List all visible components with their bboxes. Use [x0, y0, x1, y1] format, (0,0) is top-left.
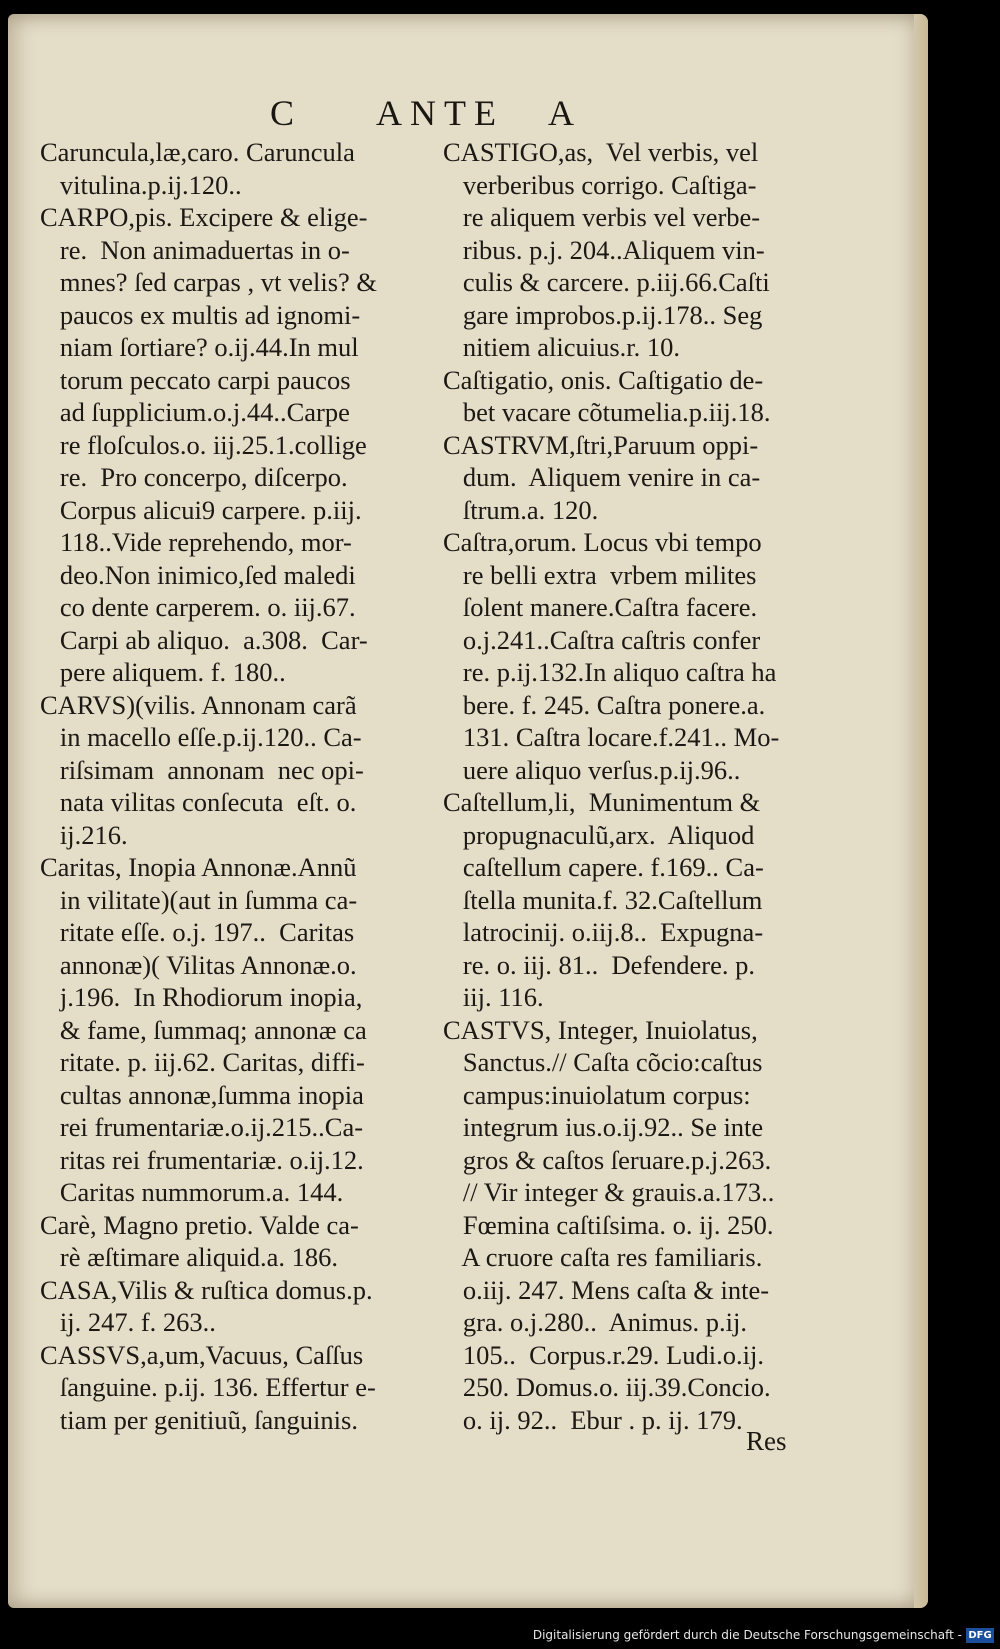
text-line: 105.. Corpus.r.29. Ludi.o.ij.: [443, 1339, 764, 1370]
text-line: cultas annonæ,ſumma inopia: [40, 1079, 364, 1110]
text-line: caſtellum capere. f.169.. Ca-: [443, 852, 764, 882]
text-line: Sanctus.// Caſta cõcio:caſtus: [443, 1047, 763, 1077]
text-line: integrum ius.o.ij.92.. Se inte: [443, 1112, 764, 1142]
text-line: vitulina.p.ij.120..: [40, 169, 242, 200]
text-line: torum peccato carpi paucos: [40, 364, 351, 395]
text-line: o. ij. 92.. Ebur . p. ij. 179.: [443, 1404, 743, 1435]
text-line: re. Pro concerpo, diſcerpo.: [40, 462, 348, 492]
text-line: re belli extra vrbem milites: [443, 559, 757, 590]
text-line: annonæ)( Vilitas Annonæ.o.: [40, 949, 357, 980]
text-line: CASTIGO,as, Vel verbis, vel: [443, 137, 759, 167]
text-line: ij.216.: [40, 819, 128, 850]
text-line: re. Non animaduertas in o-: [40, 234, 350, 265]
header-left-letter: C: [270, 93, 296, 133]
text-line: ritas rei frumentariæ. o.ij.12.: [40, 1144, 364, 1175]
text-line: paucos ex multis ad ignomi-: [40, 299, 361, 330]
text-line: CARPO,pis. Excipere & elige-: [40, 202, 368, 232]
text-line: tiam per genitiuũ, ſanguinis.: [40, 1404, 358, 1435]
text-line: CASTVS, Integer, Inuiolatus,: [443, 1014, 758, 1045]
text-line: re aliquem verbis vel verbe-: [443, 202, 761, 232]
header-right-letter: A: [548, 93, 575, 133]
text-line: nitiem alicuius.r. 10.: [443, 332, 680, 362]
text-line: 118..Vide reprehendo, mor-: [40, 527, 352, 557]
footer-credit: Digitalisierung gefördert durch die Deutsche Forschungsgemeinschaft -: [532, 1628, 962, 1642]
text-line: verberibus corrigo. Caſtiga-: [443, 169, 757, 200]
text-line: ſtella munita.f. 32.Caſtellum: [443, 884, 763, 915]
text-line: ſolent manere.Caſtra facere.: [443, 592, 758, 622]
dfg-logo: DFG: [966, 1628, 994, 1643]
text-line: 131. Caſtra locare.f.241.. Mo-: [443, 722, 780, 752]
text-line: rei frumentariæ.o.ij.215..Ca-: [40, 1112, 364, 1142]
text-line: uere aliquo verſus.p.ij.96..: [443, 754, 741, 785]
text-line: A cruore caſta res familiaris.: [443, 1242, 763, 1272]
text-line: nata vilitas conſecuta eſt. o.: [40, 787, 357, 817]
text-line: Carè, Magno pretio. Valde ca-: [40, 1209, 359, 1240]
text-line: gare improbos.p.ij.178.. Seg: [443, 299, 763, 330]
text-line: Fœmina caſtiſsima. o. ij. 250.: [443, 1209, 774, 1240]
text-line: ad ſupplicium.o.j.44..Carpe: [40, 397, 350, 427]
page-edge: [914, 14, 928, 1608]
text-line: ritate. p. iij.62. Caritas, diffi-: [40, 1047, 365, 1077]
text-line: culis & carcere. p.iij.66.Caſti: [443, 267, 770, 297]
text-line: propugnaculũ,arx. Aliquod: [443, 819, 755, 850]
running-header: [8, 92, 928, 136]
text-line: Caruncula,læ,caro. Caruncula: [40, 137, 355, 167]
text-line: co dente carperem. o. iij.67.: [40, 592, 356, 622]
text-line: iij. 116.: [443, 982, 544, 1012]
text-line: 250. Domus.o. iij.39.Concio.: [443, 1372, 771, 1402]
text-line: dum. Aliquem venire in ca-: [443, 462, 761, 492]
text-line: niam ſortiare? o.ij.44.In mul: [40, 332, 359, 362]
text-line: Caſtigatio, onis. Caſtigatio de-: [443, 364, 764, 395]
text-line: o.iij. 247. Mens caſta & inte-: [443, 1274, 770, 1305]
text-line: bere. f. 245. Caſtra ponere.a.: [443, 689, 766, 720]
text-line: CARVS)(vilis. Annonam carã: [40, 689, 357, 720]
footer-bar: [0, 1625, 1000, 1649]
text-line: ſtrum.a. 120.: [443, 494, 599, 525]
text-line: gros & caſtos ſeruare.p.j.263.: [443, 1144, 772, 1175]
text-line: rè æſtimare aliquid.a. 186.: [40, 1242, 339, 1272]
text-line: mnes? ſed carpas , vt velis? &: [40, 267, 378, 297]
text-line: in macello eſſe.p.ij.120.. Ca-: [40, 722, 362, 752]
text-line: in vilitate)(aut in ſumma ca-: [40, 884, 358, 915]
text-line: re. o. iij. 81.. Defendere. p.: [443, 949, 756, 980]
text-line: o.j.241..Caſtra caſtris confer: [443, 624, 761, 655]
text-line: Corpus alicui9 carpere. p.iij.: [40, 494, 362, 525]
left-text-column: [40, 136, 430, 1436]
right-text-column: [443, 136, 843, 1436]
catchword: Res: [746, 1426, 787, 1456]
text-line: CASA,Vilis & ruſtica domus.p.: [40, 1274, 373, 1305]
text-line: Caſtra,orum. Locus vbi tempo: [443, 527, 762, 557]
text-line: CASTRVM,ſtri,Paruum oppi-: [443, 429, 759, 460]
text-line: Caſtellum,li, Munimentum &: [443, 787, 761, 817]
header-center-word: ANTE: [376, 93, 504, 133]
text-line: pere aliquem. f. 180..: [40, 657, 286, 687]
text-line: Caritas nummorum.a. 144.: [40, 1177, 344, 1207]
book-page: [8, 14, 928, 1608]
text-line: ribus. p.j. 204..Aliquem vin-: [443, 234, 765, 265]
text-line: ſanguine. p.ij. 136. Effertur e-: [40, 1372, 376, 1402]
text-line: deo.Non inimico,ſed maledi: [40, 559, 356, 590]
text-line: bet vacare cõtumelia.p.iij.18.: [443, 397, 771, 427]
text-line: Carpi ab aliquo. a.308. Car-: [40, 624, 368, 655]
text-line: latrocinij. o.iij.8.. Expugna-: [443, 917, 764, 947]
text-line: j.196. In Rhodiorum inopia,: [40, 982, 363, 1012]
text-line: riſsimam annonam nec opi-: [40, 754, 364, 785]
text-line: Caritas, Inopia Annonæ.Annũ: [40, 852, 357, 882]
text-line: CASSVS,a,um,Vacuus, Caſſus: [40, 1339, 364, 1370]
text-line: re. p.ij.132.In aliquo caſtra ha: [443, 657, 777, 687]
text-line: & fame, ſummaq; annonæ ca: [40, 1014, 367, 1045]
text-line: ij. 247. f. 263..: [40, 1307, 216, 1337]
text-line: re floſculos.o. iij.25.1.collige: [40, 429, 367, 460]
text-line: // Vir integer & grauis.a.173..: [443, 1177, 775, 1207]
text-line: ritate eſſe. o.j. 197.. Caritas: [40, 917, 355, 947]
text-line: campus:inuiolatum corpus:: [443, 1079, 751, 1110]
text-line: gra. o.j.280.. Animus. p.ij.: [443, 1307, 748, 1337]
